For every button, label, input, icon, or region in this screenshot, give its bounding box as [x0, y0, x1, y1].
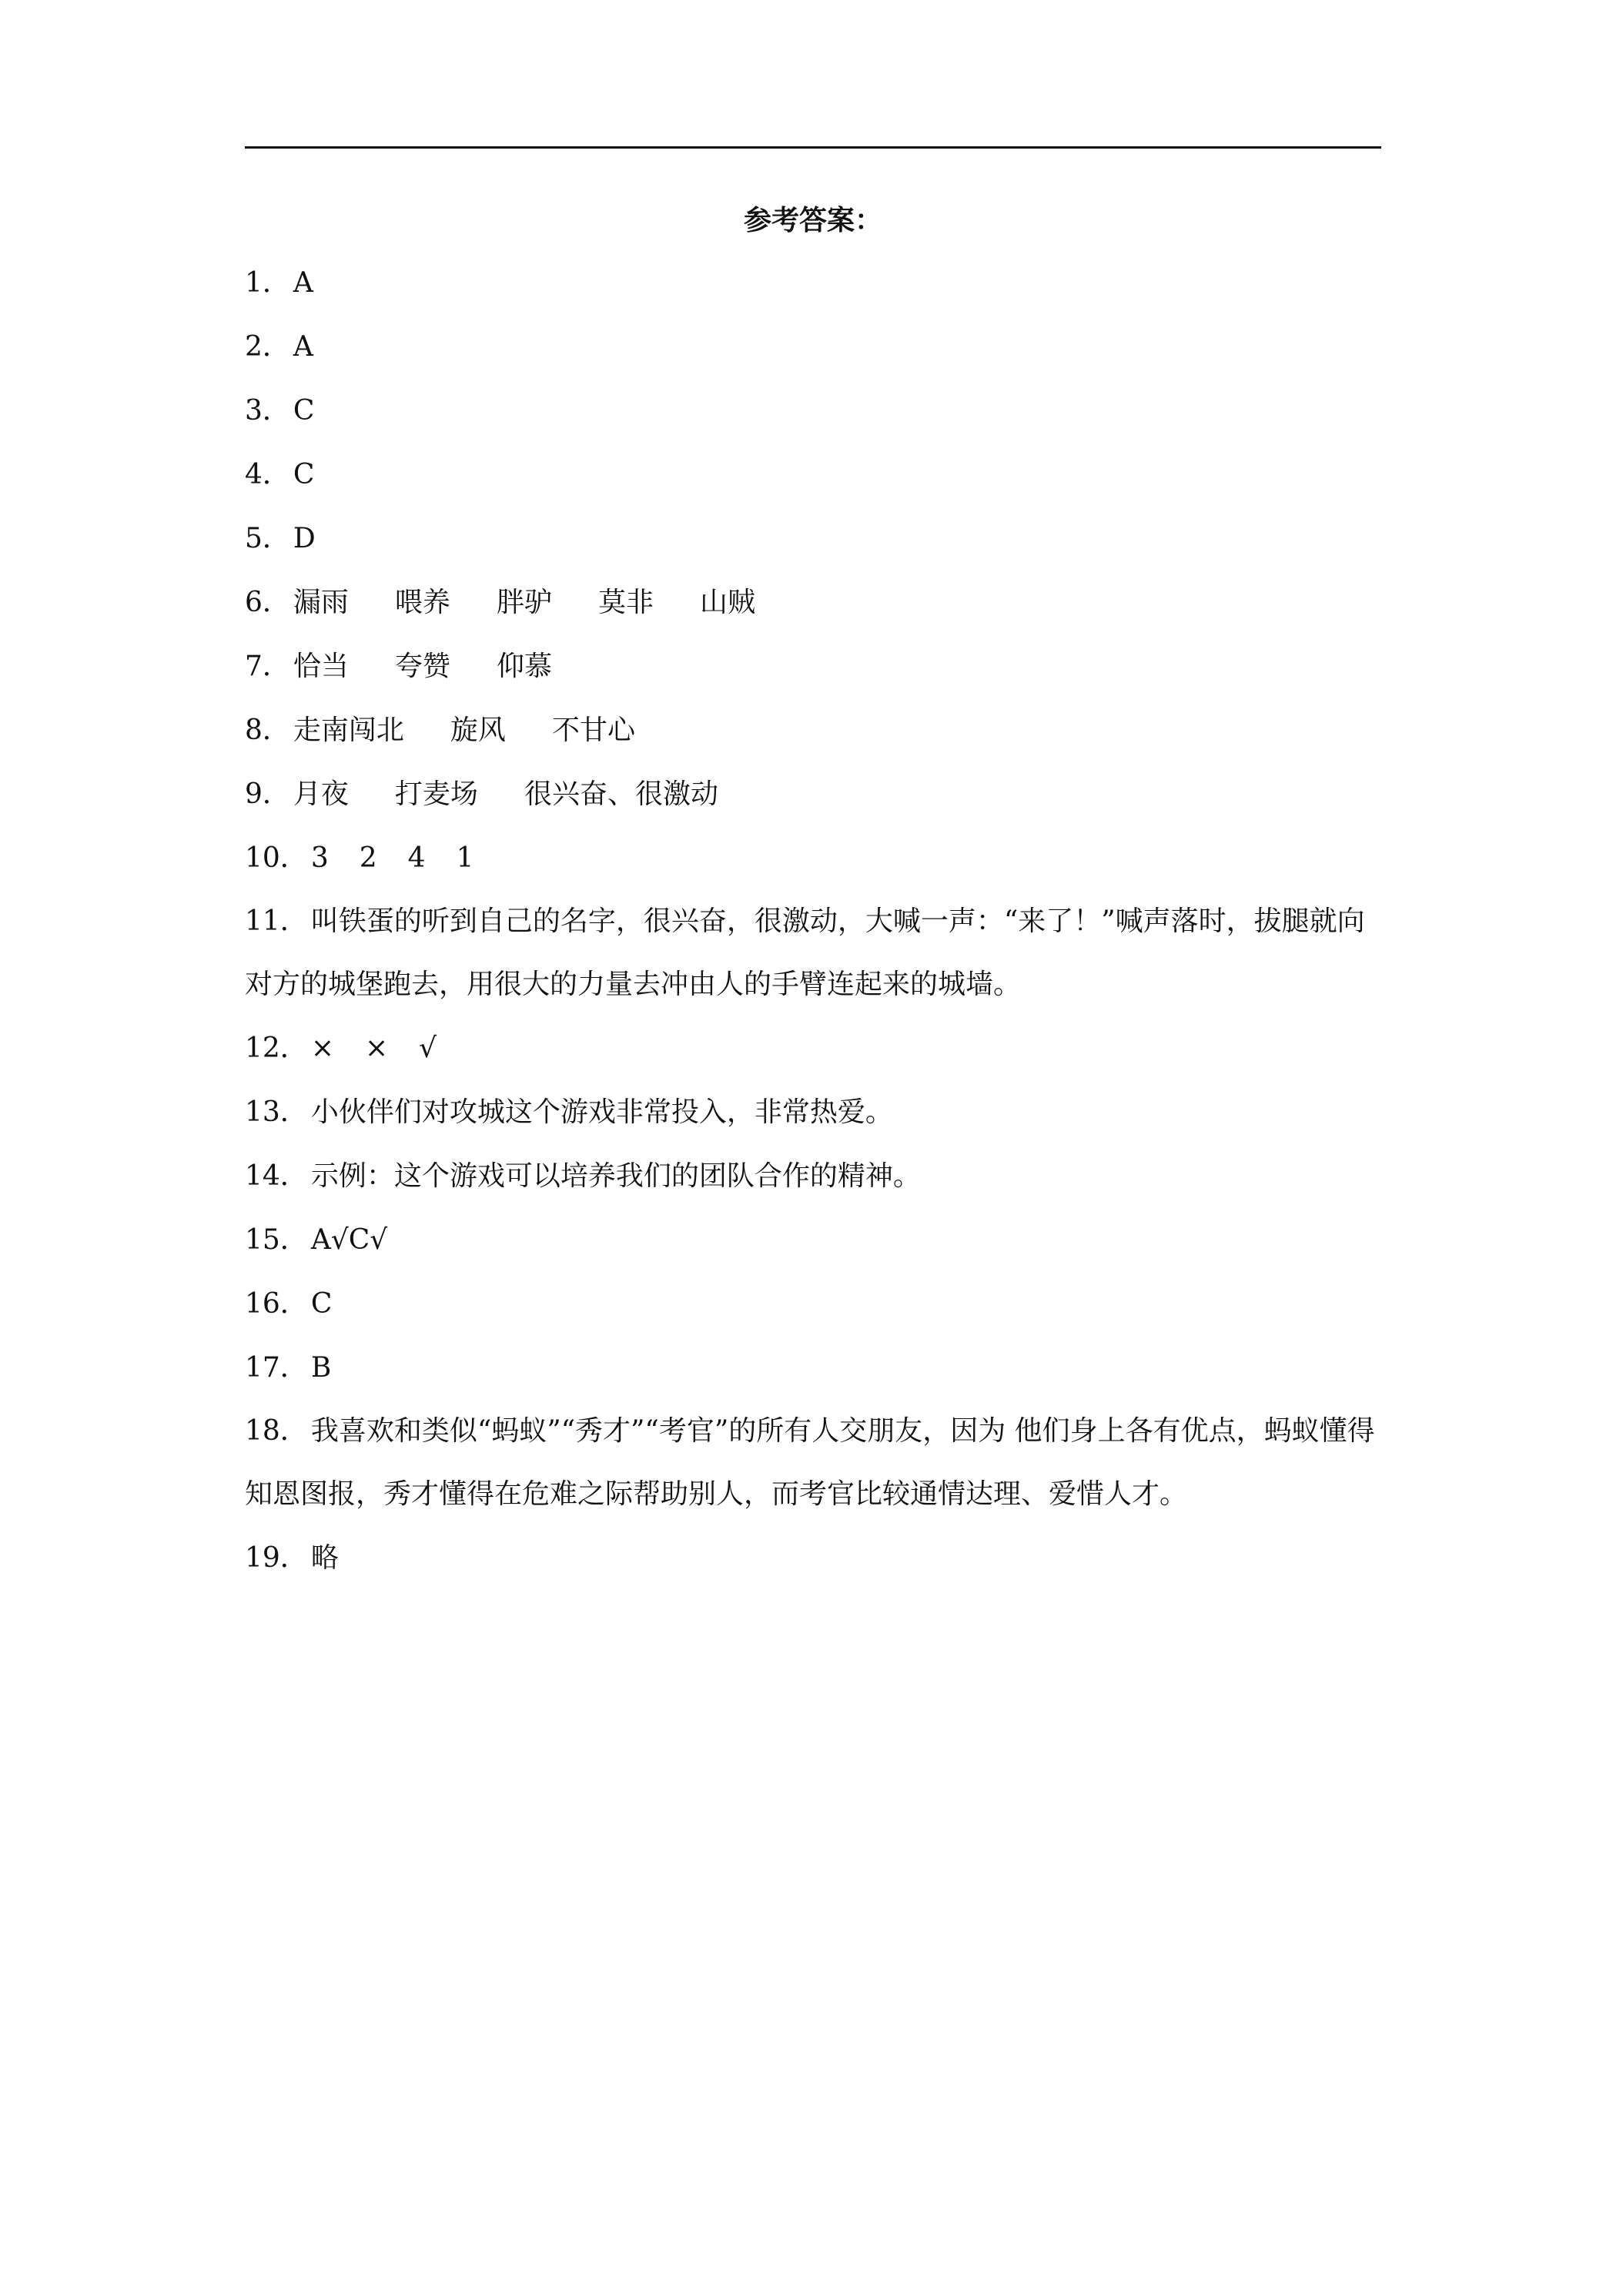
answer-part: × [310, 1033, 334, 1064]
answer-part: 走南闯北 [293, 715, 404, 746]
answer-number: 12． [245, 1033, 308, 1064]
answer-number: 16． [245, 1288, 308, 1320]
answer-part: 山贼 [699, 587, 755, 618]
answer-text: B [310, 1352, 332, 1384]
answer-19 [245, 1526, 1386, 1590]
answer-part: 3 [310, 842, 329, 874]
answer-part: 2 [359, 842, 377, 874]
answer-number: 17． [245, 1352, 308, 1384]
answer-11 [245, 890, 1386, 1016]
answer-4 [245, 443, 1386, 507]
answer-part: 莫非 [597, 587, 654, 618]
answer-number: 9． [245, 778, 290, 810]
answer-text: D [293, 523, 316, 554]
answer-part: 4 [407, 842, 426, 874]
answer-number: 4． [245, 459, 290, 490]
answer-10 [245, 826, 1386, 890]
answer-number: 2． [245, 331, 290, 363]
answer-part: 仰慕 [496, 651, 552, 682]
answer-part: 1 [456, 842, 474, 874]
answer-part: 很兴奋、很激动 [524, 778, 718, 810]
answer-text: A [293, 267, 313, 299]
answer-part: 漏雨 [293, 587, 349, 618]
answer-list [245, 251, 1386, 1590]
answer-7 [245, 634, 1386, 698]
answer-16 [245, 1272, 1386, 1336]
answer-number: 19． [245, 1542, 308, 1574]
answer-part: 打麦场 [394, 778, 478, 810]
answer-17 [245, 1336, 1386, 1400]
answer-number: 15． [245, 1224, 308, 1256]
answer-6 [245, 571, 1386, 634]
answer-part: 胖驴 [496, 587, 552, 618]
answer-part: 恰当 [293, 651, 349, 682]
answer-part: 月夜 [293, 778, 349, 810]
answer-part: √ [419, 1033, 437, 1064]
answer-5 [245, 507, 1386, 571]
answer-number: 8． [245, 715, 290, 746]
answer-text: C [310, 1288, 333, 1320]
answer-number: 10． [245, 842, 308, 874]
answer-text: A [293, 331, 313, 363]
answer-number: 3． [245, 395, 290, 427]
answer-12 [245, 1016, 1386, 1080]
answer-text: A√C√ [310, 1224, 388, 1256]
answer-2 [245, 315, 1386, 379]
answer-text: 示例：这个游戏可以培养我们的团队合作的精神。 [310, 1160, 921, 1192]
answer-8 [245, 698, 1386, 762]
answer-number: 6． [245, 587, 290, 618]
answer-text: 叫铁蛋的听到自己的名字，很兴奋，很激动，大喊一声：“来了！”喊声落时，拔腿就向对方的城堡跑去，用很大的力量去冲由人的手臂连起来的城墙。 [245, 905, 1365, 1000]
answer-part: 旋风 [450, 715, 506, 746]
page-title: 参考答案： [743, 204, 882, 236]
answer-text: 小伙伴们对攻城这个游戏非常投入，非常热爱。 [310, 1096, 893, 1128]
answer-text: 我喜欢和类似“蚂蚁”“秀才”“考官”的所有人交朋友，因为 他们身上各有优点，蚂蚁懂得知恩图报，秀才懂得在危难之际帮助别人，而考官比较通情达理、爱惜人才。 [245, 1415, 1375, 1510]
answer-part: 喂养 [394, 587, 450, 618]
header-rule [245, 146, 1381, 149]
answer-number: 14． [245, 1160, 308, 1192]
answer-18 [245, 1400, 1386, 1526]
answer-14 [245, 1144, 1386, 1208]
answer-15 [245, 1208, 1386, 1272]
answer-text: C [293, 395, 315, 427]
answer-part: 夸赞 [394, 651, 450, 682]
answer-text: 略 [310, 1542, 339, 1574]
answer-3 [245, 379, 1386, 443]
answer-number: 1． [245, 267, 290, 299]
answer-number: 11． [245, 905, 308, 937]
answer-number: 7． [245, 651, 290, 682]
answer-13 [245, 1080, 1386, 1144]
answer-9 [245, 762, 1386, 826]
answer-number: 18． [245, 1415, 308, 1447]
answer-1 [245, 251, 1386, 315]
answer-part: 不甘心 [551, 715, 635, 746]
answer-text: C [293, 459, 315, 490]
answer-part: × [364, 1033, 389, 1064]
answer-number: 13． [245, 1096, 308, 1128]
answer-number: 5． [245, 523, 290, 554]
